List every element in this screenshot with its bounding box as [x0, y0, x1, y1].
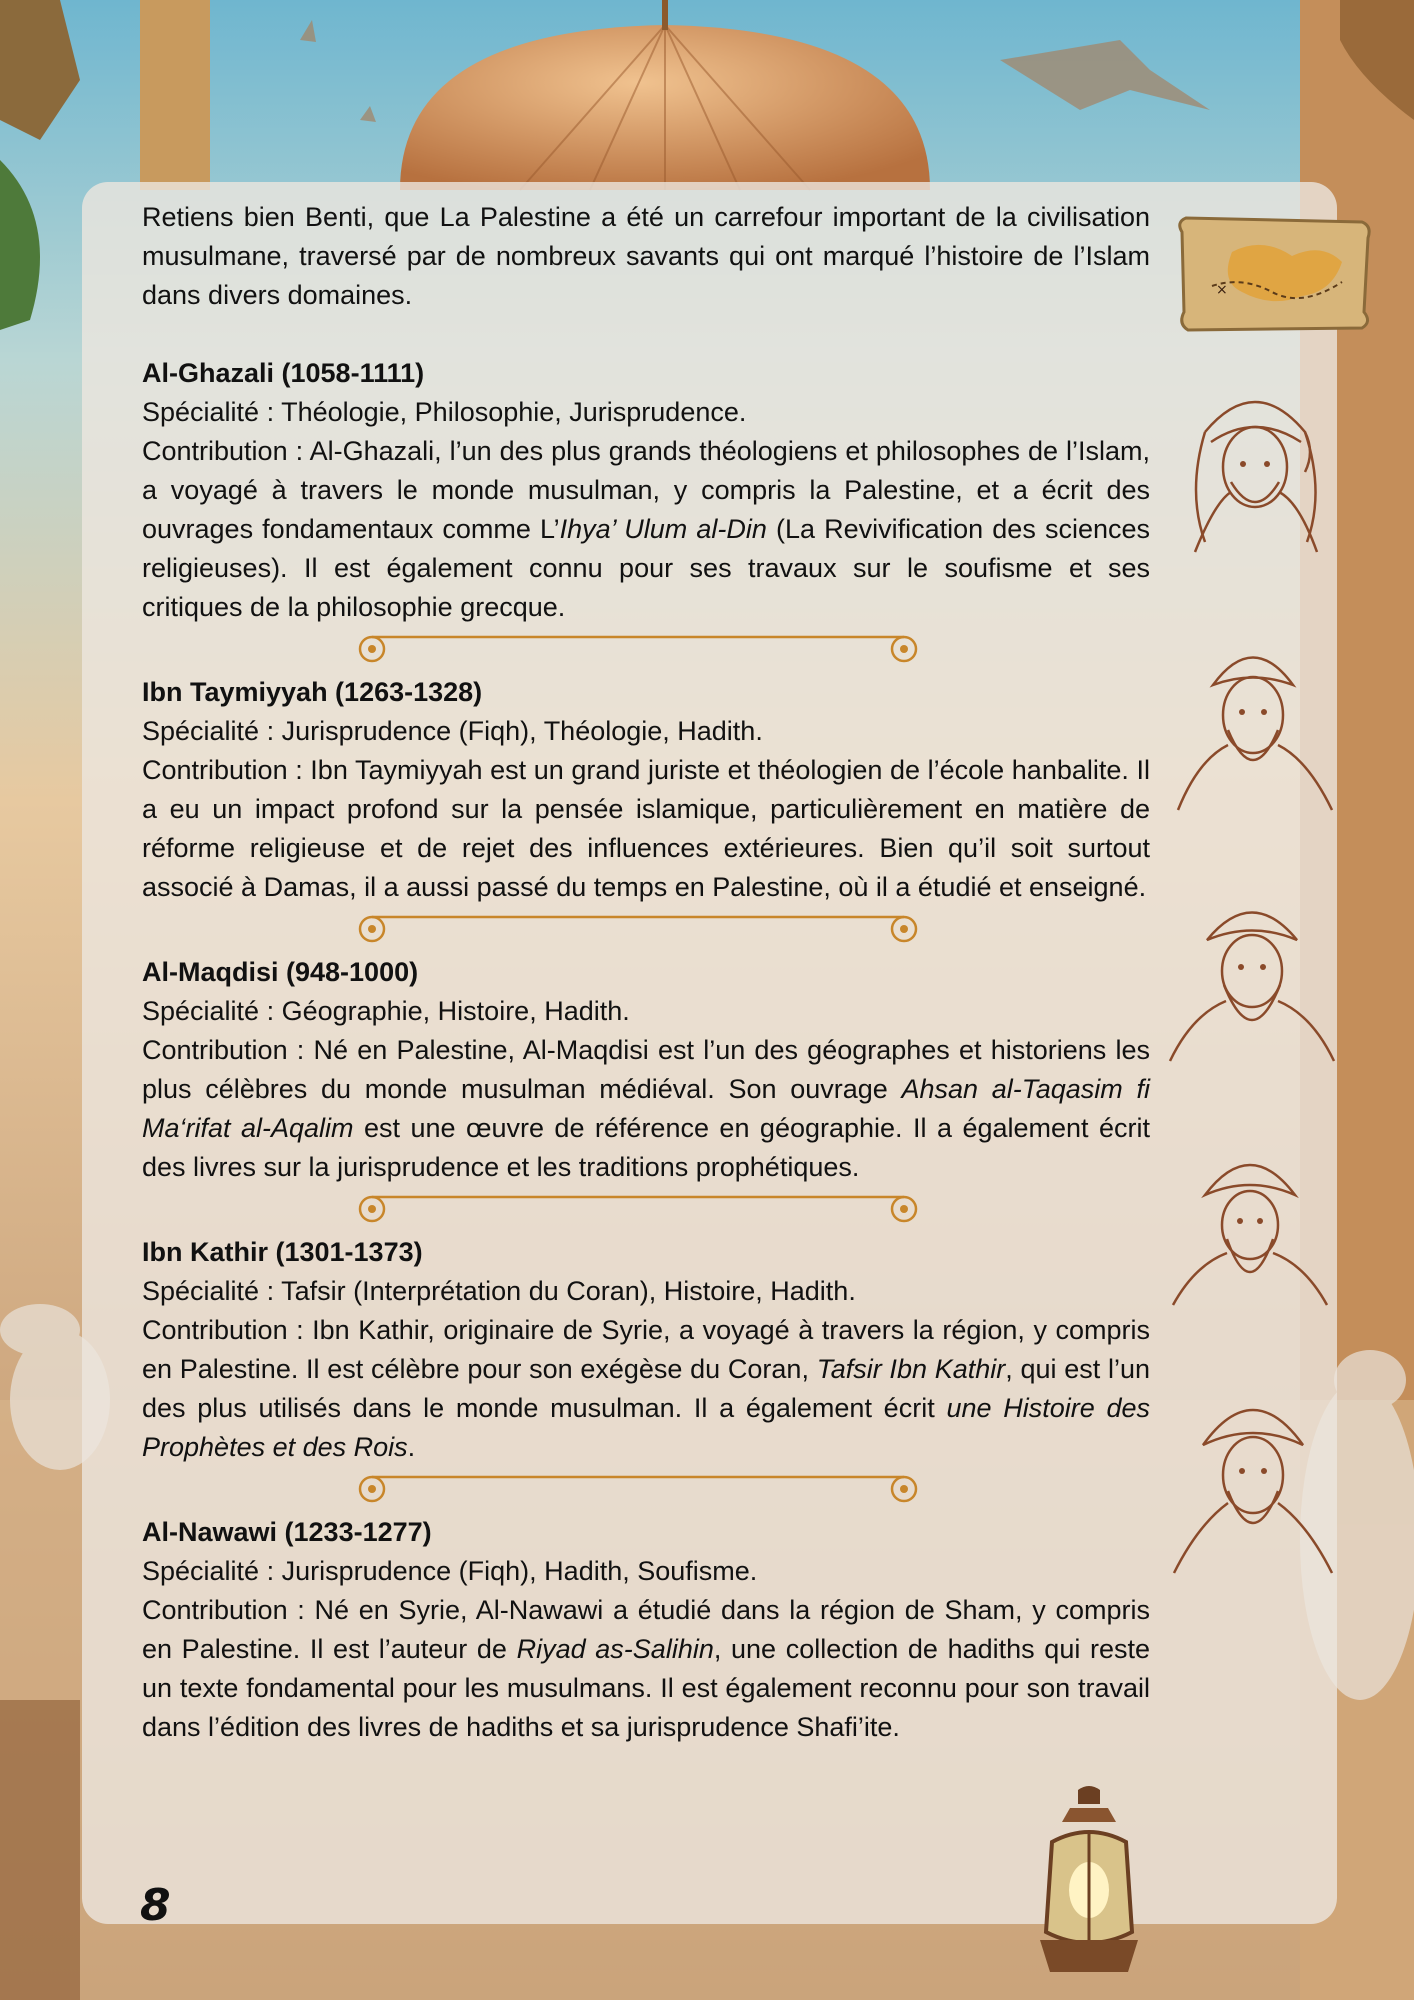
- scholar-specialty: Spécialité : Jurisprudence (Fiqh), Théologie, Hadith.: [142, 716, 763, 746]
- scholar-section: [142, 1233, 1150, 1467]
- text-run: Contribution : Ibn Kathir, originaire de Syrie, a voyagé à travers la région, y compris en Palestine. Il est célèbre pour son exégèse du Coran,: [142, 1315, 1150, 1384]
- italic-title: Ihya’ Ulum al-Din: [559, 514, 767, 544]
- text-content: [142, 198, 1150, 1747]
- scholar-name: Al-Nawawi (1233-1277): [142, 1517, 432, 1547]
- page-number: 8: [140, 1880, 171, 1931]
- italic-title: une Histoire des Prophètes et des Rois: [142, 1393, 1151, 1462]
- treasure-map-icon: [1172, 212, 1376, 334]
- scholar-portrait-al-maqdisi-icon: [1162, 885, 1342, 1063]
- scholar-name: Al-Ghazali (1058-1111): [142, 358, 425, 388]
- italic-title: Tafsir Ibn Kathir: [816, 1354, 1006, 1384]
- scholar-portrait-al-nawawi-icon: [1168, 1375, 1338, 1577]
- italic-title: Riyad as-Salihin: [516, 1634, 714, 1664]
- scholar-contribution: [142, 1311, 1150, 1467]
- ornamental-divider: [358, 1191, 918, 1223]
- scholar-name: Ibn Taymiyyah (1263-1328): [142, 677, 483, 707]
- scholar-contribution: [142, 751, 1150, 907]
- scholar-specialty: Spécialité : Tafsir (Interprétation du Coran), Histoire, Hadith.: [142, 1276, 856, 1306]
- text-run: Contribution : Né en Syrie, Al-Nawawi a étudié dans la région de Sham, y compris en Palestine. Il est l’auteur de: [142, 1595, 1150, 1664]
- scholar-specialty: Spécialité : Géographie, Histoire, Hadith.: [142, 996, 630, 1026]
- scholar-contribution: [142, 1591, 1150, 1747]
- scholar-portrait-ibn-kathir-icon: [1165, 1135, 1335, 1310]
- scholar-section: [142, 354, 1150, 627]
- scholar-name: Al-Maqdisi (948-1000): [142, 957, 419, 987]
- ornamental-divider: [358, 1471, 918, 1503]
- scholar-contribution: [142, 432, 1150, 627]
- text-run: , qui est l’un des plus utilisés dans le monde musulman. Il a également écrit: [142, 1354, 1150, 1423]
- italic-title: Ahsan al-Taqasim fi Ma‘rifat al-Aqalim: [142, 1074, 1150, 1143]
- scholar-specialty: Spécialité : Jurisprudence (Fiqh), Hadith, Soufisme.: [142, 1556, 758, 1586]
- text-run: Contribution : Né en Palestine, Al-Maqdisi est l’un des géographes et historiens les plus célèbres du monde musulman médiéval. Son ouvrage: [142, 1035, 1150, 1104]
- text-run: .: [407, 1432, 416, 1462]
- lantern-icon: [1028, 1782, 1150, 1982]
- svg-text:×: ×: [1216, 282, 1228, 298]
- scholar-name: Ibn Kathir (1301-1373): [142, 1237, 423, 1267]
- scholar-contribution: [142, 1031, 1150, 1187]
- scholar-section: [142, 673, 1150, 907]
- scholar-portrait-ibn-taymiyyah-icon: [1168, 630, 1338, 812]
- scholar-section: [142, 1513, 1150, 1747]
- ornamental-divider: [358, 911, 918, 943]
- text-run: , une collection de hadiths qui reste un texte fondamental pour les musulmans. Il est également reconnu pour son travail dans l’édition des livres de hadiths et sa jurisprudence Shafi’ite.: [142, 1634, 1151, 1742]
- scholar-specialty: Spécialité : Théologie, Philosophie, Jurisprudence.: [142, 397, 747, 427]
- text-run: Contribution : Ibn Taymiyyah est un grand juriste et théologien de l’école hanbalite. Il a eu un impact profond sur la pensée islamique, particulièrement en matière de réforme religieuse et de rejet des influences extérieures. Bien qu’il soit surtout associé à Damas, il a aussi passé du temps en Palestine, où il a étudié et enseigné.: [142, 755, 1150, 902]
- text-run: Contribution : Al-Ghazali, l’un des plus grands théologiens et philosophes de l’Islam, a voyagé à travers le monde musulman, y compris la Palestine, et a écrit des ouvrages fondamentaux comme L’: [142, 436, 1150, 544]
- text-run: (La Revivification des sciences religieuses). Il est également connu pour ses travaux sur le soufisme et ses critiques de la philosophie grecque.: [142, 514, 1150, 622]
- scholar-section: [142, 953, 1150, 1187]
- text-run: est une œuvre de référence en géographie. Il a également écrit des livres sur la jurisprudence et les traditions prophétiques.: [142, 1113, 1150, 1182]
- scholar-portrait-al-ghazali-icon: [1175, 372, 1337, 560]
- intro-paragraph: Retiens bien Benti, que La Palestine a été un carrefour important de la civilisation musulmane, traversé par de nombreux savants qui ont marqué l’histoire de l’Islam dans divers domaines.: [142, 202, 1150, 310]
- ornamental-divider: [358, 631, 918, 663]
